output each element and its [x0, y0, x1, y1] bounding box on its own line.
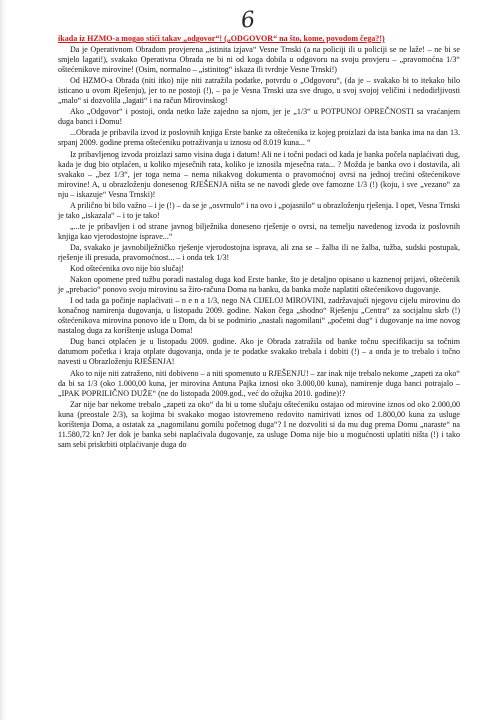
paragraph: Ako „Odgovor“ i postoji, onda netko laže zajedno sa njom, jer je „1/3“ u POTPUNOJ OPREČNOSTI sa vraćanjem duga banci i Domu! — [58, 107, 460, 127]
paragraph: I od tada ga počinje naplaćivati – n e n a 1/3, nego NA CIJELOJ MIROVINI, zadržavajući njegovu cijelu mirovinu do konačnog namirenja dugovanja, u listopadu 2009. godine. Nakon čega „shodno“ Rješenju „Centra“ za socijalnu skrb (!) oštećenikova mirovina ponovo ide u Dom, da bi se podmirio „nastali nagomilani“ „početni dug“ i dugovanje na ime novog nastalog duga za korištenje usluga Doma! — [58, 296, 460, 336]
paragraph: A prilično bi bilo važno – i je (!) – da se je „osvrnulo“ i na ovo i „pojasnilo“ u obrazloženju rješenja. I opet, Vesna Trnski je tako „iskazala“ – i to je tako! — [58, 200, 460, 220]
paragraph: „...te je pribavljen i od strane javnog bilježnika doneseno rješenje o ovrsi, na temelju navedenog izvoda iz poslovnih knjiga kao vjerodostojne isprave...“ — [58, 221, 460, 241]
paragraph: Da je Operativnom Obradom provjerena „istinita izjava“ Vesne Trnski (a na policiji ili u policiji se ne laže! – ne bi se smjelo lagati!), svakako Operativna Obrada ne bi ni od koga dobila u odgovoru na svoju provjeru – „pravomoćna 1/3“ oštećenikove mirovine! (Osim, normalno – „istinitog“ iskaza ili tvrdnje Vesne Trnski!) — [58, 45, 460, 75]
paragraph: Dug banci otplaćen je u listopadu 2009. godine. Ako je Obrada zatražila od banke točnu specifikaciju sa točnim datumom početka i kraja otplate dugovanja, onda je te podatke svakako trebala i dobiti (!) – a onda je to trebalo i točno navesti u Obrazloženju RJEŠENJA! — [58, 337, 460, 367]
paragraph: Zar nije bar nekome trebalo „zapeti za oko“ da bi u tome slučaju oštećeniku ostajao od mirovine iznos od oko 2.000,00 kuna (preostale 2/3), sa kojima bi svakako mogao istovremeno redovito namirivati iznos od 1.800,00 kuna za usluge korištenja Doma, a ostatak za „nagomilanu gomilu početnog duga“? I ne dozvoliti si da mu dug prema Domu „naraste“ na 11.580,72 kn? Jer dok je banka sebi naplaćivala dugovanje, za usluge Doma nije bio u mogućnosti uplatiti ništa (!) i tako sam sebi priskrbiti otplaćivanje duga do — [58, 399, 460, 449]
page-number: 6 — [239, 7, 257, 34]
paragraph: Iz pribavljenog izvoda proizlazi samo visina duga i datum! Ali ne i točni podaci od kada je banka počela naplaćivati dug, kada je dug bio otplaćen, u koliko mjesečnih rata, koliko je iznosila mjesečna rata... ? Možda je banka ovo i dostavila, ali svakako – „bez 1/3“, jer toga nema – nema nikakvog dokumenta o pravomoćnoj ovrsi na jednoj trećini oštećenikove mirovine! A, u obrazloženju donesenog RJEŠENJA ništa se ne navodi glede ove famozne 1/3 (!) (koju, i sve „vezano“ za nju – iskazuje“ Vesna Trnski)! — [58, 149, 460, 199]
paragraph: ...Obrada je pribavila izvod iz poslovnih knjiga Erste banke za oštećenika iz kojeg proizlazi da ista banka ima na dan 13. srpanj 2009. godine prema oštećeniku potraživanja u iznosu od 8.019 kuna... “ — [58, 128, 460, 148]
paragraph: Nakon opomene pred tužbu poradi nastalog duga kod Erste banke, što je detaljno opisano u kaznenoj prijavi, oštećenik je „prebacio“ ponovo svoju mirovinu sa žiro-računa Doma na banku, da banka može naplatiti oštećenikovo dugovanje. — [58, 275, 460, 295]
paragraph: Kod oštećenika ovo nije bio slučaj! — [70, 264, 184, 274]
body-text — [58, 34, 460, 450]
paragraph: Da, svakako je javnobilježničko rješenje vjerodostojna isprava, ali zna se – žalba ili ne žalba, tužba, sudski postupak, rješenje ili presuda, pravomoćnost... – i onda tek 1/3! — [58, 242, 460, 262]
paragraph: Od HZMO-a Obrada (niti itko) nije niti zatražila podatke, potvrdu o „Odgovoru“, (da je – svakako bi to itekako bilo isticano u ovom Rješenju), jer to ne postoji (!), – pa je Vesna Trnski uza sve drugo, u svoj svojoj veličini i nedodirljivosti „malo“ si dozvolila „lagati“ i na račun Mirovinskog! — [58, 76, 460, 106]
paragraph: Ako to nije niti zatraženo, niti dobiveno – a niti spomenuto u RJEŠENJU! – zar inak nije trebalo nekome „zapeti za oko“ da bi sa 1/3 (oko 1.000,00 kuna, jer mirovina Antuna Pajka iznosi oko 3.000,00 kuna), namirenje duga banci potrajalo – „IPAK POPRILIČNO DUŽE“ (ne do listopada 2009.god., već do ožujka 2010. godine)!? — [58, 368, 460, 398]
paragraph: ikada iz HZMO-a mogao stići takav „odgovor“! („ODGOVOR“ na što, kome, povodom čega?!) — [58, 34, 385, 43]
